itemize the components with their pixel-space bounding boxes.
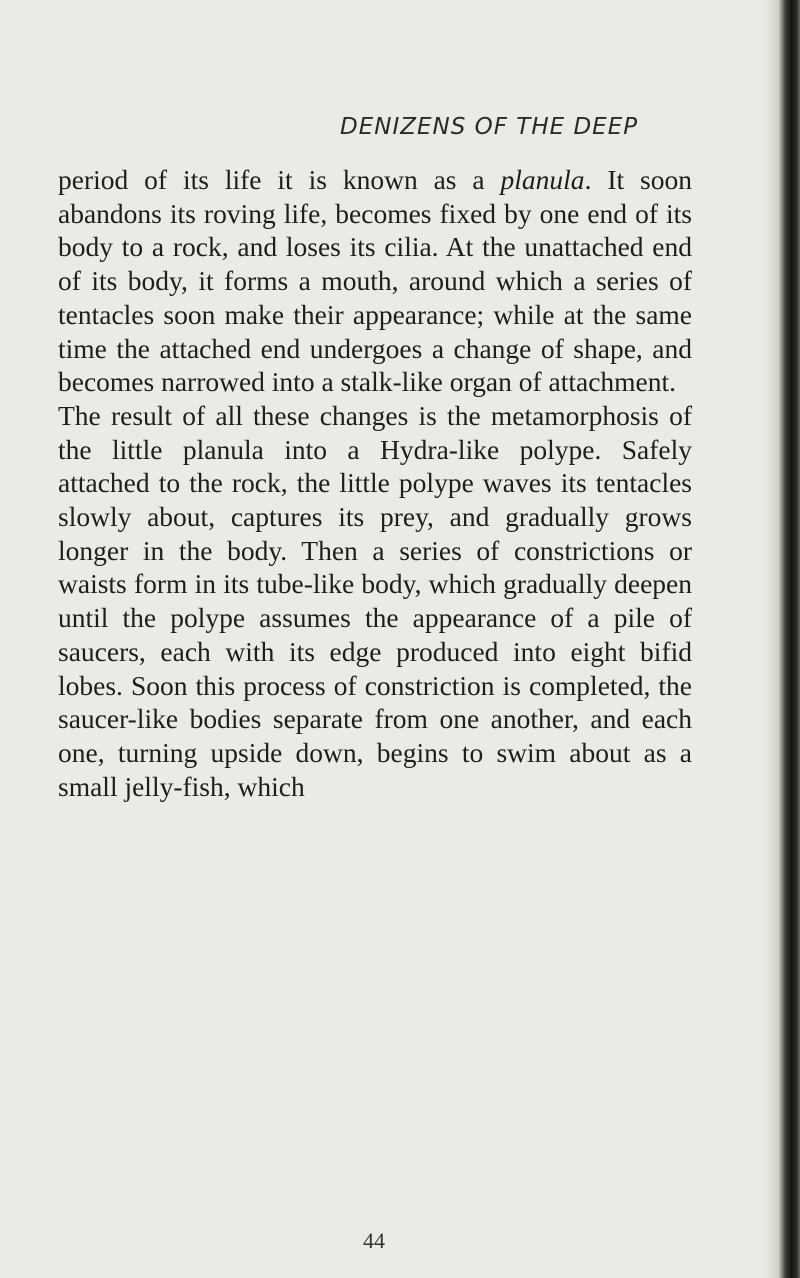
italic-term-planula: planula [500,164,585,195]
page-number: 44 [363,1228,385,1253]
paragraph-1 [58,163,692,399]
paragraph-1-start: period of its life it is known as a [58,164,501,195]
body-text [58,163,692,803]
paragraph-2: The result of all these changes is the metamorphosis of the little planula into a Hydra-like polype. Safely attached to the rock, the little polype waves its tentacles slowly about, captures its prey, and gradually grows longer in the body. Then a series of constrictions or waists form in its tube-like body, which gradually deepen until the polype assumes the appearance of a pile of saucers, each with its edge produced into eight bifid lobes. Soon this process of constriction is completed, the saucer-like bodies separate from one another, and each one, turning upside down, begins to swim about as a small jelly-fish, which [58,399,692,802]
book-binding-edge [778,0,800,1278]
binding-shadow [764,0,778,1278]
running-head: DENIZENS OF THE DEEP [340,114,639,140]
paragraph-1-rest: . It soon abandons its roving life, becomes fixed by one end of its body to a rock, and loses its cilia. At the unattached end of its body, it forms a mouth, around which a series of tentacles soon make their appearance; while at the same time the attached end undergoes a change of shape, and becomes narrowed into a stalk-like organ of attachment. [58,164,692,398]
